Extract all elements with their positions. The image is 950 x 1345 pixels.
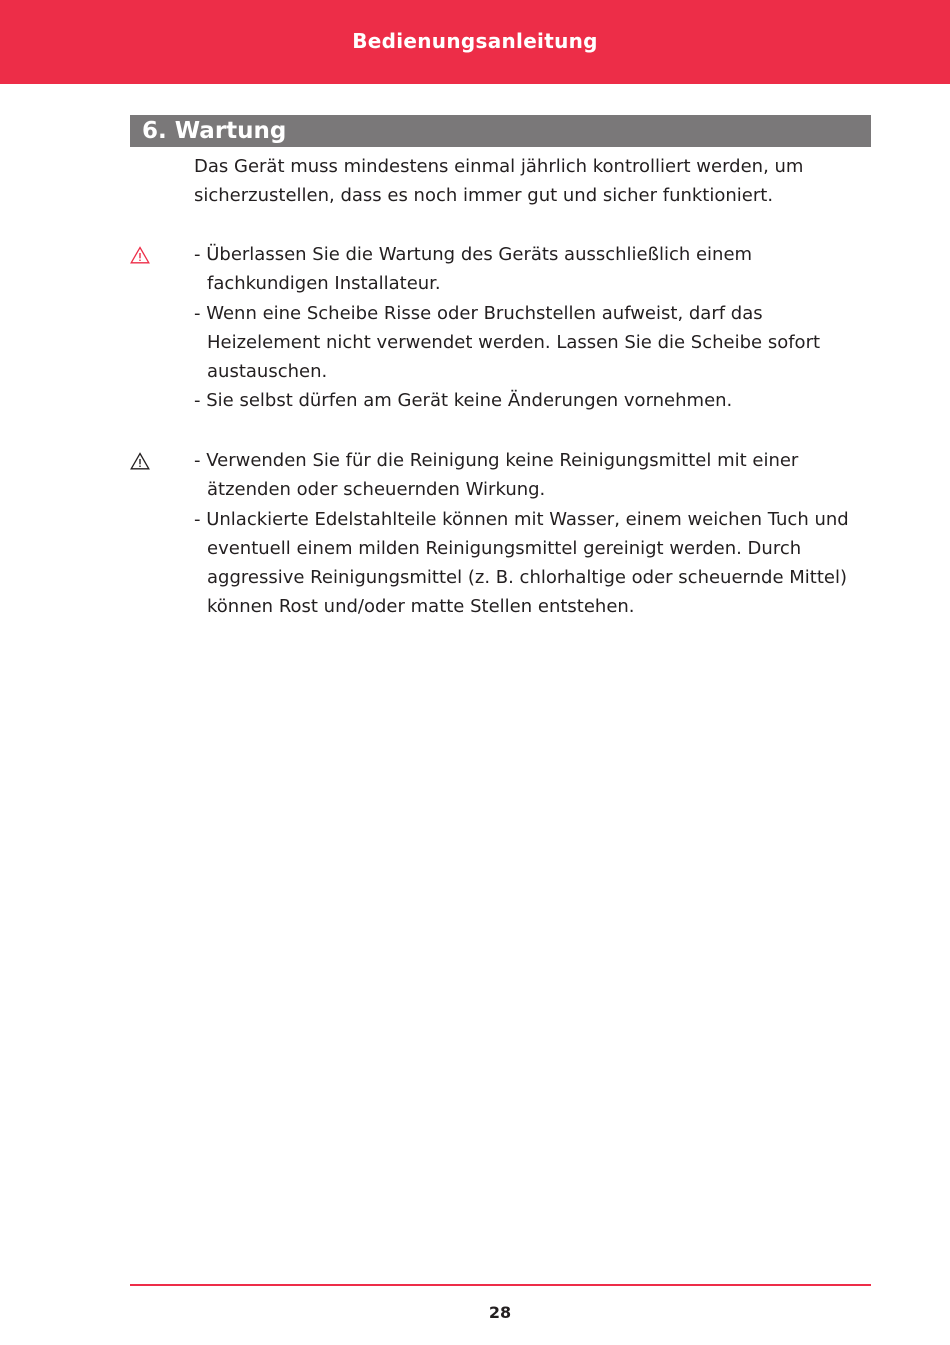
list-item-continuation: ätzenden oder scheuernden Wirkung. bbox=[207, 479, 546, 501]
list-item-continuation: fachkundigen Installateur. bbox=[207, 273, 441, 295]
list-item-continuation: Heizelement nicht verwendet werden. Lassen Sie die Scheibe sofort bbox=[207, 331, 821, 353]
intro-line: sicherzustellen, dass es noch immer gut und sicher funktioniert. bbox=[194, 185, 774, 207]
footer-divider bbox=[130, 1284, 871, 1286]
list-item: - Überlassen Sie die Wartung des Geräts ausschließlich einem bbox=[194, 244, 753, 265]
list-item: - Sie selbst dürfen am Gerät keine Änderungen vornehmen. bbox=[194, 390, 733, 412]
section-heading-bar bbox=[130, 115, 871, 147]
page-number: 28 bbox=[488, 1303, 512, 1322]
warning-triangle-icon bbox=[130, 452, 150, 470]
list-item-continuation: können Rost und/oder matte Stellen entstehen. bbox=[207, 596, 635, 618]
document-title: Bedienungsanleitung bbox=[352, 29, 598, 53]
list-item-continuation: eventuell einem milden Reinigungsmittel gereinigt werden. Durch bbox=[207, 537, 802, 559]
list-item: - Verwenden Sie für die Reinigung keine Reinigungsmittel mit einer bbox=[194, 450, 799, 471]
header-bar bbox=[0, 0, 950, 84]
list-item-continuation: austauschen. bbox=[207, 361, 328, 383]
intro-line: Das Gerät muss mindestens einmal jährlich kontrolliert werden, um bbox=[194, 156, 804, 177]
warning-list-maintenance bbox=[194, 240, 854, 416]
warning-list-cleaning bbox=[194, 446, 854, 622]
list-item-continuation: aggressive Reinigungsmittel (z. B. chlorhaltige oder scheuernde Mittel) bbox=[207, 567, 848, 589]
list-item: - Unlackierte Edelstahlteile können mit Wasser, einem weichen Tuch und bbox=[194, 508, 849, 530]
intro-paragraph bbox=[194, 152, 854, 211]
section-title: 6. Wartung bbox=[142, 118, 287, 144]
list-item: - Wenn eine Scheibe Risse oder Bruchstellen aufweist, darf das bbox=[194, 302, 763, 324]
warning-triangle-icon bbox=[130, 246, 150, 264]
